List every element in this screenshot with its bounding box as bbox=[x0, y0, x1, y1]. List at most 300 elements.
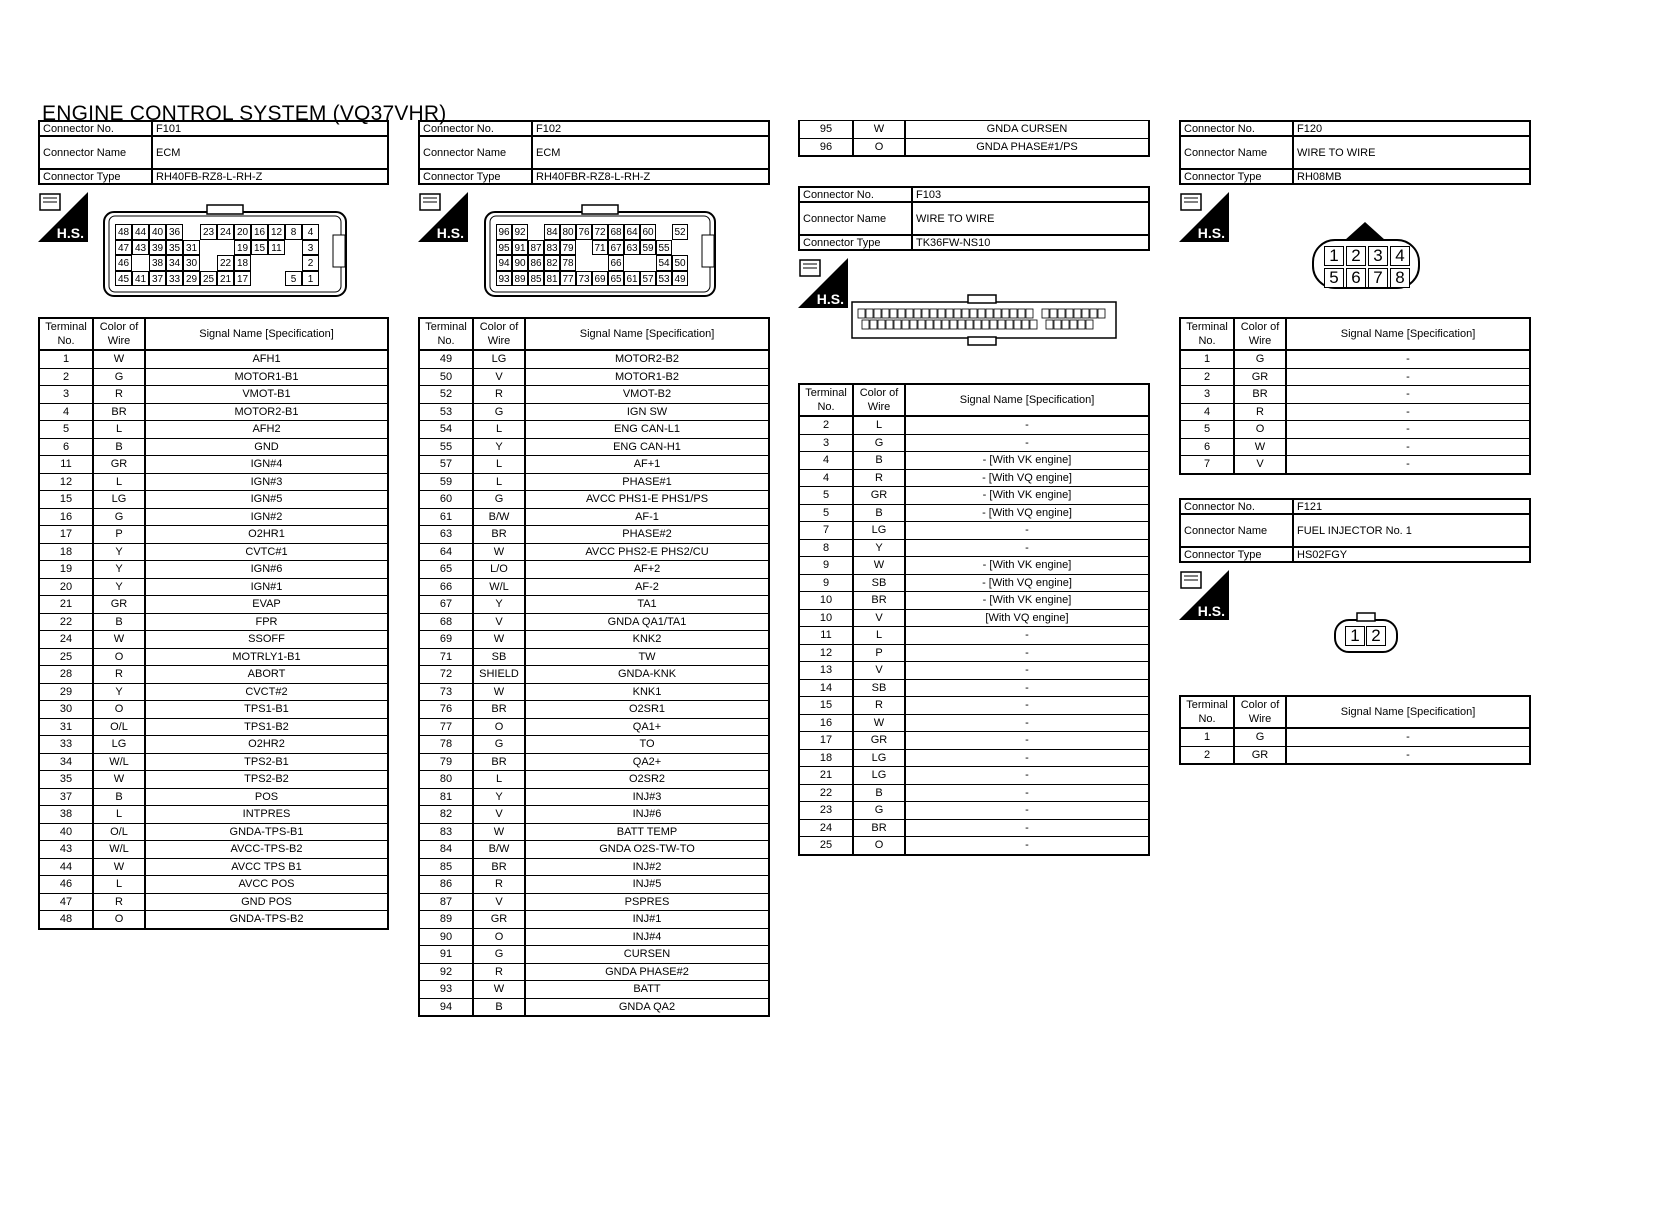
hs-harness-side-icon bbox=[1179, 570, 1229, 620]
wire-color-cell: BR bbox=[853, 592, 905, 610]
wire-color-cell: B bbox=[853, 784, 905, 802]
signal-name-cell: - bbox=[1286, 368, 1530, 386]
terminal-no-cell: 59 bbox=[419, 473, 473, 491]
signal-name-cell: IGN#5 bbox=[145, 491, 388, 509]
connector-pin: 19 bbox=[234, 240, 251, 256]
connector-pin: 78 bbox=[560, 255, 576, 271]
signal-name-cell: - bbox=[1286, 403, 1530, 421]
wire-color-cell: O bbox=[93, 648, 145, 666]
terminal-no-cell: 7 bbox=[1180, 456, 1234, 474]
table-row bbox=[39, 631, 388, 649]
table-row bbox=[39, 893, 388, 911]
table-row bbox=[1180, 421, 1530, 439]
terminal-no-cell: 31 bbox=[39, 718, 93, 736]
signal-name-cell: IGN#6 bbox=[145, 561, 388, 579]
wire-color-cell: V bbox=[473, 806, 525, 824]
connector-pin: 67 bbox=[608, 240, 624, 256]
connector-name-label: Connector Name bbox=[39, 136, 152, 169]
signal-name-cell: AVCC POS bbox=[145, 876, 388, 894]
wire-color-cell: B bbox=[93, 613, 145, 631]
connector-pin: 40 bbox=[149, 224, 166, 240]
signal-name-cell: - bbox=[905, 802, 1149, 820]
wire-color-cell: R bbox=[473, 876, 525, 894]
connector-pin: 69 bbox=[592, 271, 608, 287]
connector-pin: 50 bbox=[672, 255, 688, 271]
connector-pin: 83 bbox=[544, 240, 560, 256]
wire-color-cell: R bbox=[93, 666, 145, 684]
signal-name-cell: MOTOR2-B1 bbox=[145, 403, 388, 421]
wire-color-cell: LG bbox=[93, 736, 145, 754]
signal-name-cell: - [With VK engine] bbox=[905, 557, 1149, 575]
wire-color-cell: G bbox=[93, 368, 145, 386]
terminal-no-cell: 16 bbox=[39, 508, 93, 526]
connector-pin: 18 bbox=[234, 255, 251, 271]
signal-name-cell: - [With VQ engine] bbox=[905, 504, 1149, 522]
table-row bbox=[419, 876, 769, 894]
terminal-no-cell: 81 bbox=[419, 788, 473, 806]
signal-name-header: Signal Name [Specification] bbox=[1286, 318, 1530, 350]
connector-pin: 71 bbox=[592, 240, 608, 256]
table-row bbox=[419, 613, 769, 631]
terminal-no-cell: 1 bbox=[1180, 728, 1234, 746]
connector-no-value: F120 bbox=[1293, 121, 1530, 136]
terminal-no-cell: 91 bbox=[419, 946, 473, 964]
connector-pin: 91 bbox=[512, 240, 528, 256]
connector-pin: 61 bbox=[624, 271, 640, 287]
connector-type-label: Connector Type bbox=[419, 169, 532, 184]
table-row bbox=[1180, 746, 1530, 764]
terminal-no-cell: 84 bbox=[419, 841, 473, 859]
wire-color-cell: O bbox=[473, 928, 525, 946]
table-row bbox=[39, 736, 388, 754]
wire-color-cell: G bbox=[93, 508, 145, 526]
connector-pin: 4 bbox=[302, 224, 319, 240]
signal-name-cell: ABORT bbox=[145, 666, 388, 684]
terminal-no-cell: 79 bbox=[419, 753, 473, 771]
wire-color-cell: G bbox=[1234, 350, 1286, 368]
connector-pin: 47 bbox=[115, 240, 132, 256]
connector-pin: 93 bbox=[496, 271, 512, 287]
signal-name-cell: GNDA-TPS-B2 bbox=[145, 911, 388, 929]
table-row bbox=[39, 543, 388, 561]
signal-name-cell: INJ#5 bbox=[525, 876, 769, 894]
table-row bbox=[799, 592, 1149, 610]
terminal-no-cell: 2 bbox=[1180, 368, 1234, 386]
terminal-no-cell: 3 bbox=[799, 434, 853, 452]
terminal-table-f101 bbox=[38, 317, 389, 930]
table-row bbox=[419, 456, 769, 474]
wire-color-cell: W/L bbox=[93, 841, 145, 859]
connector-type-value: HS02FGY bbox=[1293, 547, 1530, 562]
table-row bbox=[39, 841, 388, 859]
terminal-no-cell: 5 bbox=[1180, 421, 1234, 439]
terminal-no-cell: 52 bbox=[419, 386, 473, 404]
hs-harness-side-icon bbox=[798, 258, 848, 308]
table-row bbox=[799, 609, 1149, 627]
terminal-no-cell: 77 bbox=[419, 718, 473, 736]
signal-name-cell: - [With VK engine] bbox=[905, 452, 1149, 470]
connector-pin: 90 bbox=[512, 255, 528, 271]
terminal-no-cell: 89 bbox=[419, 911, 473, 929]
table-row bbox=[419, 736, 769, 754]
table-row bbox=[39, 613, 388, 631]
signal-name-cell: INJ#1 bbox=[525, 911, 769, 929]
connector-type-value: RH40FB-RZ8-L-RH-Z bbox=[152, 169, 388, 184]
signal-name-cell: GNDA QA2 bbox=[525, 998, 769, 1016]
table-row bbox=[799, 434, 1149, 452]
connector-pin: 24 bbox=[217, 224, 234, 240]
table-row bbox=[419, 350, 769, 368]
terminal-no-cell: 25 bbox=[799, 837, 853, 855]
terminal-table-f120 bbox=[1179, 317, 1531, 475]
terminal-no-cell: 48 bbox=[39, 911, 93, 929]
terminal-no-cell: 53 bbox=[419, 403, 473, 421]
table-row bbox=[419, 683, 769, 701]
table-row bbox=[799, 557, 1149, 575]
terminal-no-header: Terminal No. bbox=[39, 318, 93, 350]
connector-pin: 35 bbox=[166, 240, 183, 256]
signal-name-cell: [With VQ engine] bbox=[905, 609, 1149, 627]
terminal-no-cell: 69 bbox=[419, 631, 473, 649]
signal-name-cell: IGN#2 bbox=[145, 508, 388, 526]
connector-pin: 5 bbox=[285, 271, 302, 287]
table-row bbox=[419, 648, 769, 666]
svg-text:H.S.: H.S. bbox=[56, 225, 84, 241]
terminal-no-cell: 46 bbox=[39, 876, 93, 894]
table-row bbox=[419, 806, 769, 824]
connector-pin: 4 bbox=[1390, 246, 1410, 266]
terminal-no-cell: 50 bbox=[419, 368, 473, 386]
wire-color-cell: B/W bbox=[473, 508, 525, 526]
connector-name-value: WIRE TO WIRE bbox=[912, 202, 1149, 235]
terminal-no-cell: 61 bbox=[419, 508, 473, 526]
signal-name-cell: GNDA-KNK bbox=[525, 666, 769, 684]
terminal-no-cell: 22 bbox=[799, 784, 853, 802]
table-row bbox=[419, 788, 769, 806]
terminal-no-cell: 67 bbox=[419, 596, 473, 614]
signal-name-cell: GNDA PHASE#1/PS bbox=[905, 138, 1149, 156]
connector-f121-face bbox=[1333, 610, 1399, 654]
connector-f101 bbox=[38, 120, 389, 185]
terminal-no-cell: 78 bbox=[419, 736, 473, 754]
signal-name-cell: TPS2-B1 bbox=[145, 753, 388, 771]
signal-name-cell: IGN#4 bbox=[145, 456, 388, 474]
signal-name-cell: AVCC PHS2-E PHS2/CU bbox=[525, 543, 769, 561]
wire-color-cell: Y bbox=[853, 539, 905, 557]
connector-f103 bbox=[798, 186, 1150, 251]
color-of-wire-header: Color of Wire bbox=[473, 318, 525, 350]
wire-color-cell: GR bbox=[853, 487, 905, 505]
table-row bbox=[39, 578, 388, 596]
table-row bbox=[39, 526, 388, 544]
wire-color-cell: O/L bbox=[93, 823, 145, 841]
terminal-no-cell: 10 bbox=[799, 609, 853, 627]
signal-name-cell: - bbox=[1286, 421, 1530, 439]
table-row bbox=[419, 928, 769, 946]
terminal-no-cell: 16 bbox=[799, 714, 853, 732]
wire-color-cell: Y bbox=[473, 788, 525, 806]
signal-name-cell: - [With VK engine] bbox=[905, 487, 1149, 505]
signal-name-cell: - bbox=[905, 644, 1149, 662]
connector-pin: 11 bbox=[268, 240, 285, 256]
terminal-no-cell: 38 bbox=[39, 806, 93, 824]
connector-pin: 39 bbox=[149, 240, 166, 256]
connector-info-f120 bbox=[1179, 120, 1531, 185]
wire-color-cell: L bbox=[473, 421, 525, 439]
connector-pin: 22 bbox=[217, 255, 234, 271]
connector-f103-face bbox=[850, 294, 1118, 346]
table-row bbox=[419, 386, 769, 404]
signal-name-cell: IGN SW bbox=[525, 403, 769, 421]
table-row bbox=[419, 946, 769, 964]
connector-name-label: Connector Name bbox=[1180, 514, 1293, 547]
terminal-no-cell: 12 bbox=[39, 473, 93, 491]
table-row bbox=[39, 350, 388, 368]
terminal-no-cell: 23 bbox=[799, 802, 853, 820]
terminal-no-cell: 35 bbox=[39, 771, 93, 789]
terminal-no-cell: 13 bbox=[799, 662, 853, 680]
terminal-no-cell: 1 bbox=[1180, 350, 1234, 368]
connector-no-label: Connector No. bbox=[39, 121, 152, 136]
signal-name-cell: AVCC TPS B1 bbox=[145, 858, 388, 876]
terminal-no-cell: 21 bbox=[39, 596, 93, 614]
wire-color-cell: G bbox=[853, 802, 905, 820]
wire-color-cell: L/O bbox=[473, 561, 525, 579]
connector-pin: 49 bbox=[672, 271, 688, 287]
signal-name-cell: QA1+ bbox=[525, 718, 769, 736]
connector-pin: 57 bbox=[640, 271, 656, 287]
signal-name-cell: IGN#3 bbox=[145, 473, 388, 491]
wire-color-cell: SHIELD bbox=[473, 666, 525, 684]
terminal-no-cell: 57 bbox=[419, 456, 473, 474]
terminal-no-cell: 63 bbox=[419, 526, 473, 544]
connector-pin: 3 bbox=[302, 240, 319, 256]
table-row bbox=[799, 802, 1149, 820]
signal-name-cell: O2SR2 bbox=[525, 771, 769, 789]
connector-pin: 45 bbox=[115, 271, 132, 287]
signal-name-cell: GNDA-TPS-B1 bbox=[145, 823, 388, 841]
wire-color-cell: LG bbox=[853, 749, 905, 767]
table-row bbox=[419, 368, 769, 386]
wire-color-cell: GR bbox=[93, 596, 145, 614]
table-row bbox=[39, 438, 388, 456]
connector-info-f102 bbox=[418, 120, 770, 185]
wire-color-cell: LG bbox=[93, 491, 145, 509]
table-row bbox=[419, 438, 769, 456]
terminal-no-cell: 96 bbox=[799, 138, 853, 156]
signal-name-cell: IGN#1 bbox=[145, 578, 388, 596]
terminal-no-header: Terminal No. bbox=[1180, 318, 1234, 350]
table-row bbox=[799, 662, 1149, 680]
table-row bbox=[1180, 456, 1530, 474]
wire-color-cell: V bbox=[473, 613, 525, 631]
wire-color-cell: G bbox=[473, 491, 525, 509]
wire-color-cell: L bbox=[93, 473, 145, 491]
svg-text:H.S.: H.S. bbox=[1197, 225, 1225, 241]
signal-name-cell: - bbox=[1286, 728, 1530, 746]
wire-color-cell: R bbox=[93, 386, 145, 404]
signal-name-cell: PSPRES bbox=[525, 893, 769, 911]
connector-pin: 8 bbox=[285, 224, 302, 240]
terminal-no-cell: 2 bbox=[799, 416, 853, 434]
signal-name-cell: GNDA PHASE#2 bbox=[525, 963, 769, 981]
table-row bbox=[419, 403, 769, 421]
terminal-no-cell: 5 bbox=[799, 487, 853, 505]
table-row bbox=[799, 767, 1149, 785]
wire-color-cell: B/W bbox=[473, 841, 525, 859]
terminal-no-cell: 66 bbox=[419, 578, 473, 596]
terminal-no-cell: 3 bbox=[39, 386, 93, 404]
terminal-no-cell: 19 bbox=[39, 561, 93, 579]
signal-name-cell: VMOT-B2 bbox=[525, 386, 769, 404]
signal-name-cell: GND bbox=[145, 438, 388, 456]
signal-name-cell: KNK2 bbox=[525, 631, 769, 649]
wire-color-cell: GR bbox=[473, 911, 525, 929]
terminal-no-cell: 8 bbox=[799, 539, 853, 557]
svg-text:H.S.: H.S. bbox=[436, 225, 464, 241]
connector-pin: 3 bbox=[1368, 246, 1388, 266]
wire-color-cell: R bbox=[93, 893, 145, 911]
wire-color-cell: SB bbox=[853, 679, 905, 697]
table-row bbox=[1180, 386, 1530, 404]
signal-name-cell: TPS1-B1 bbox=[145, 701, 388, 719]
table-row bbox=[419, 561, 769, 579]
table-row bbox=[39, 473, 388, 491]
connector-type-label: Connector Type bbox=[799, 235, 912, 250]
signal-name-cell: - bbox=[905, 662, 1149, 680]
signal-name-cell: CURSEN bbox=[525, 946, 769, 964]
connector-name-label: Connector Name bbox=[419, 136, 532, 169]
table-row bbox=[39, 561, 388, 579]
signal-name-cell: GND POS bbox=[145, 893, 388, 911]
wire-color-cell: O bbox=[473, 718, 525, 736]
signal-name-cell: SSOFF bbox=[145, 631, 388, 649]
connector-pin: 95 bbox=[496, 240, 512, 256]
signal-name-cell: EVAP bbox=[145, 596, 388, 614]
wire-color-cell: W bbox=[473, 823, 525, 841]
connector-pin: 54 bbox=[656, 255, 672, 271]
wire-color-cell: W bbox=[473, 981, 525, 999]
terminal-no-cell: 86 bbox=[419, 876, 473, 894]
signal-name-cell: MOTOR2-B2 bbox=[525, 350, 769, 368]
connector-no-label: Connector No. bbox=[1180, 121, 1293, 136]
terminal-no-cell: 65 bbox=[419, 561, 473, 579]
wire-color-cell: Y bbox=[93, 561, 145, 579]
signal-name-cell: INJ#3 bbox=[525, 788, 769, 806]
terminal-no-cell: 12 bbox=[799, 644, 853, 662]
wire-color-cell: B bbox=[93, 788, 145, 806]
table-row bbox=[39, 648, 388, 666]
wire-color-cell: SB bbox=[853, 574, 905, 592]
wire-color-cell: P bbox=[93, 526, 145, 544]
terminal-no-cell: 93 bbox=[419, 981, 473, 999]
signal-name-cell: - bbox=[1286, 438, 1530, 456]
wire-color-cell: Y bbox=[93, 578, 145, 596]
connector-pin: 66 bbox=[608, 255, 624, 271]
signal-name-cell: - bbox=[905, 749, 1149, 767]
connector-pin: 33 bbox=[166, 271, 183, 287]
terminal-table-f103 bbox=[798, 383, 1150, 856]
wire-color-cell: BR bbox=[473, 753, 525, 771]
signal-name-cell: - bbox=[905, 837, 1149, 855]
wire-color-cell: R bbox=[473, 963, 525, 981]
signal-name-cell: PHASE#1 bbox=[525, 473, 769, 491]
wire-color-cell: BR bbox=[853, 819, 905, 837]
terminal-no-cell: 17 bbox=[799, 732, 853, 750]
signal-name-cell: ENG CAN-H1 bbox=[525, 438, 769, 456]
table-row bbox=[799, 627, 1149, 645]
table-row bbox=[39, 718, 388, 736]
wire-color-cell: P bbox=[853, 644, 905, 662]
connector-pin: 34 bbox=[166, 255, 183, 271]
terminal-no-cell: 5 bbox=[39, 421, 93, 439]
signal-name-cell: - bbox=[1286, 746, 1530, 764]
signal-name-cell: AF-1 bbox=[525, 508, 769, 526]
table-row bbox=[39, 368, 388, 386]
wire-color-cell: L bbox=[93, 806, 145, 824]
wire-color-cell: GR bbox=[93, 456, 145, 474]
connector-pin: 82 bbox=[544, 255, 560, 271]
connector-pin: 87 bbox=[528, 240, 544, 256]
table-row bbox=[799, 574, 1149, 592]
terminal-no-cell: 10 bbox=[799, 592, 853, 610]
connector-no-label: Connector No. bbox=[799, 187, 912, 202]
wire-color-cell: W bbox=[1234, 438, 1286, 456]
connector-pin: 53 bbox=[656, 271, 672, 287]
signal-name-cell: - bbox=[905, 819, 1149, 837]
connector-pin: 96 bbox=[496, 224, 512, 240]
terminal-no-cell: 73 bbox=[419, 683, 473, 701]
signal-name-cell: TPS1-B2 bbox=[145, 718, 388, 736]
table-row bbox=[419, 911, 769, 929]
terminal-no-cell: 83 bbox=[419, 823, 473, 841]
page-title: ENGINE CONTROL SYSTEM (VQ37VHR) bbox=[42, 102, 447, 125]
wire-color-cell: L bbox=[93, 421, 145, 439]
table-row bbox=[799, 644, 1149, 662]
connector-pin: 76 bbox=[576, 224, 592, 240]
table-row bbox=[1180, 350, 1530, 368]
terminal-no-cell: 18 bbox=[799, 749, 853, 767]
connector-pin: 55 bbox=[656, 240, 672, 256]
wire-color-cell: BR bbox=[473, 526, 525, 544]
wire-color-cell: SB bbox=[473, 648, 525, 666]
wire-color-cell: R bbox=[473, 386, 525, 404]
signal-name-cell: AVCC-TPS-B2 bbox=[145, 841, 388, 859]
signal-name-cell: - bbox=[1286, 456, 1530, 474]
terminal-no-cell: 3 bbox=[1180, 386, 1234, 404]
terminal-no-cell: 5 bbox=[799, 504, 853, 522]
signal-name-cell: - bbox=[905, 732, 1149, 750]
terminal-no-cell: 4 bbox=[799, 469, 853, 487]
connector-pin: 12 bbox=[268, 224, 285, 240]
signal-name-cell: ENG CAN-L1 bbox=[525, 421, 769, 439]
terminal-no-cell: 22 bbox=[39, 613, 93, 631]
terminal-no-cell: 14 bbox=[799, 679, 853, 697]
table-row bbox=[419, 701, 769, 719]
wire-color-cell: W bbox=[853, 121, 905, 139]
table-row bbox=[799, 679, 1149, 697]
table-row bbox=[39, 788, 388, 806]
signal-name-cell: GNDA O2S-TW-TO bbox=[525, 841, 769, 859]
signal-name-cell: - bbox=[905, 627, 1149, 645]
terminal-no-cell: 30 bbox=[39, 701, 93, 719]
terminal-no-cell: 55 bbox=[419, 438, 473, 456]
table-row bbox=[39, 858, 388, 876]
signal-name-header: Signal Name [Specification] bbox=[1286, 696, 1530, 728]
connector-pin: 2 bbox=[302, 255, 319, 271]
table-row bbox=[39, 771, 388, 789]
wire-color-cell: GR bbox=[1234, 368, 1286, 386]
